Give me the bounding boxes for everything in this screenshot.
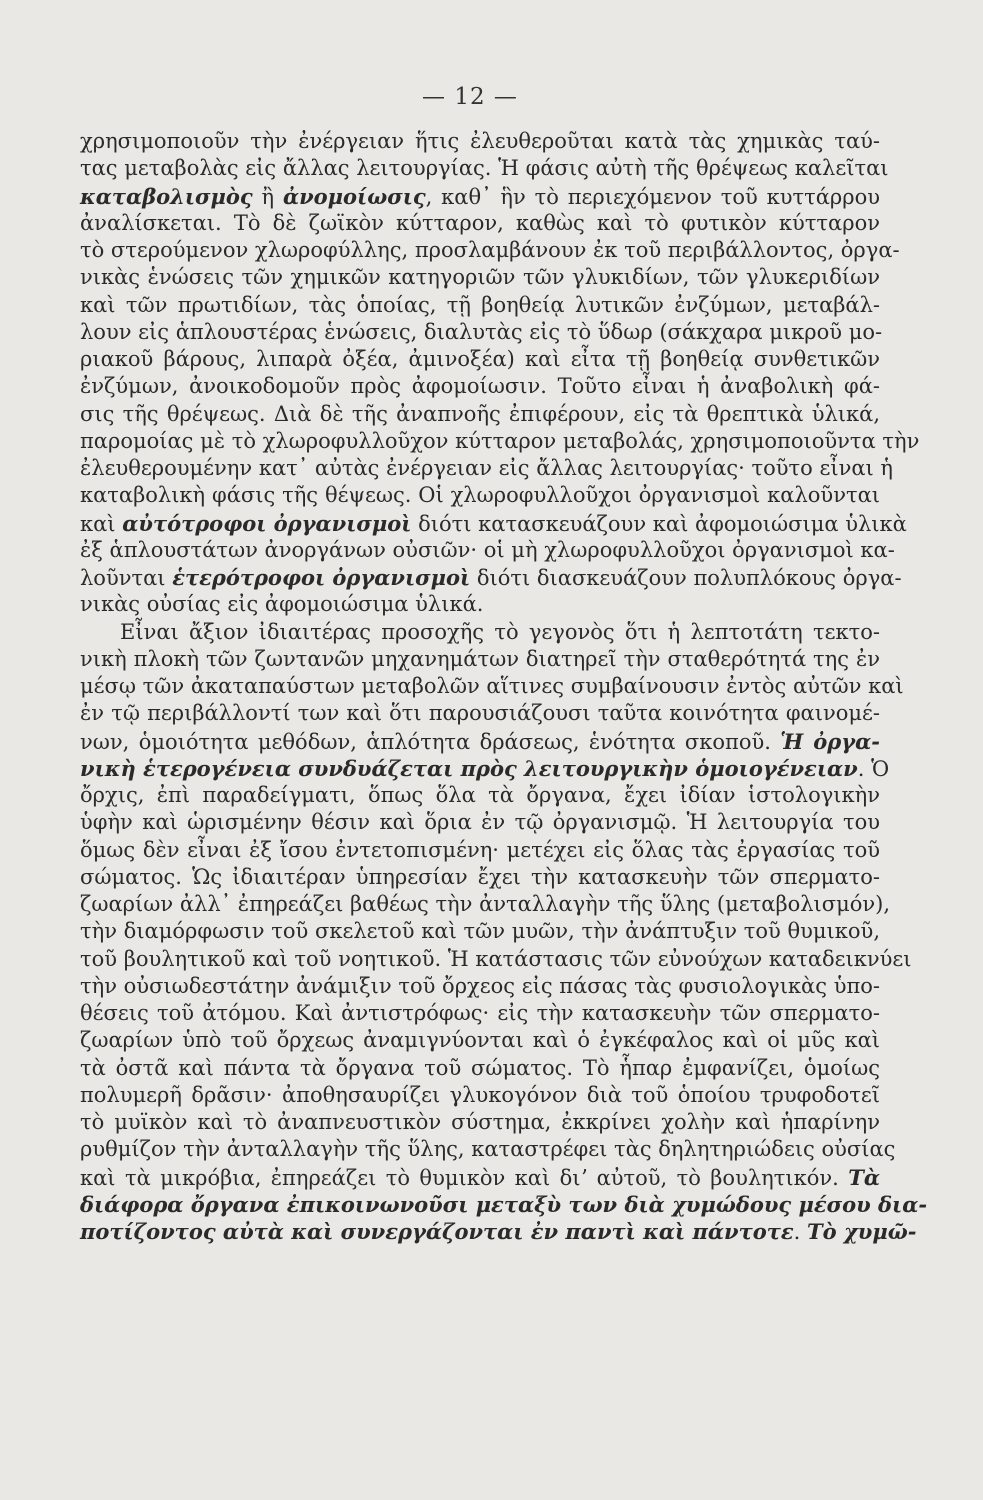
text-line — [80, 1082, 880, 1109]
text-segment: ριακοῦ βάρους, λιπαρὰ ὀξέα, ἀμινοξέα) καὶ εἶτα τῇ βοηθείᾳ συνθετικῶν — [80, 347, 880, 371]
emphasized-text: διάφορα ὄργανα ἐπικοινωνοῦσι μεταξὺ των διὰ χυμώδους μέσου δια- — [80, 1191, 928, 1217]
text-segment: ὄρχις, ἐπὶ παραδείγματι, ὅπως ὅλα τὰ ὄργανα, ἔχει ἰδίαν ἱστολογικὴν — [80, 783, 880, 807]
text-segment: λοῦνται — [80, 566, 173, 590]
text-line — [80, 1055, 880, 1082]
text-line — [80, 809, 880, 836]
text-line — [80, 455, 894, 482]
text-segment: ὅμως δὲν εἶναι ἐξ ἴσου ἐντετοπισμένη· μετέχει εἰς ὅλας τὰς ἐργασίας τοῦ — [80, 837, 880, 862]
text-segment: ἐν τῷ περιβάλλοντί των καὶ ὅτι παρουσιάζουσι ταῦτα κοινότητα φαινομέ- — [80, 701, 880, 726]
text-line — [80, 210, 880, 237]
text-line — [80, 918, 880, 945]
page-number: — 12 — — [422, 84, 518, 110]
text-line — [80, 1218, 917, 1245]
body-text — [80, 128, 928, 1245]
text-segment: ἀναλίσκεται. Τὸ δὲ ζωϊκὸν κύτταρον, καθὼς καὶ τὸ φυτικὸν κύτταρον — [80, 210, 880, 235]
text-line — [80, 591, 880, 618]
text-line — [80, 973, 880, 1000]
emphasized-text: ἀνομοίωσις — [282, 183, 426, 209]
text-line — [80, 564, 902, 591]
text-segment: ἐλευθερουμένην κατ᾽ αὐτὰς ἐνέργειαν εἰς ἄλλας λειτουργίας· τοῦτο εἶναι ἡ — [80, 456, 894, 480]
text-segment: ἐνζύμων, ἀνοικοδομοῦν πρὸς ἀφομοίωσιν. Τοῦτο εἶναι ἡ ἀναβολικὴ φά- — [80, 374, 880, 399]
text-line — [80, 237, 900, 264]
text-segment: νικὴ πλοκὴ τῶν ζωντανῶν μηχανημάτων διατηρεῖ τὴν σταθερότητά της ἐν — [80, 646, 880, 671]
text-line — [80, 619, 880, 646]
text-line — [80, 537, 895, 564]
text-line — [80, 319, 883, 346]
text-line — [80, 1191, 928, 1218]
text-segment: παρομοίας μὲ τὸ χλωροφυλλοῦχον κύτταρον μεταβολάς, χρησιμοποιοῦντα τὴν — [80, 428, 920, 453]
emphasized-text: Τὰ — [848, 1164, 880, 1190]
text-line — [80, 346, 880, 373]
text-line — [80, 482, 880, 509]
text-segment: τοῦ βουλητικοῦ καὶ τοῦ νοητικοῦ. Ἡ κατάστασις τῶν εὐνούχων καταδεικνύει — [80, 946, 912, 971]
text-line — [80, 891, 891, 918]
emphasized-text: νικὴ ἑτερογένεια συνδυάζεται πρὸς λειτουργικὴν ὁμοιογένειαν — [80, 755, 858, 781]
paragraph — [80, 619, 928, 1246]
text-segment: ἢ — [252, 184, 283, 209]
text-segment: τὰ ὀστᾶ καὶ πάντα τὰ ὄργανα τοῦ σώματος. Τὸ ἧπαρ ἐμφανίζει, ὁμοίως — [80, 1055, 880, 1080]
text-segment: καὶ τὰ μικρόβια, ἐπηρεάζει τὸ θυμικὸν καὶ διʼ αὐτοῦ, τὸ βουλητικόν. — [80, 1165, 849, 1190]
text-segment: νων, ὁμοιότητα μεθόδων, ἁπλότητα δράσεως, ἑνότητα σκοποῦ. — [80, 729, 781, 754]
text-line — [80, 646, 880, 673]
text-segment: . Ὁ — [857, 756, 890, 781]
text-line — [80, 700, 880, 727]
text-line — [80, 673, 904, 700]
emphasized-text: Ἡ ὀργα- — [780, 728, 880, 754]
text-line — [80, 1109, 880, 1136]
text-segment: ρυθμίζον τὴν ἀνταλλαγὴν τῆς ὕλης, καταστρέφει τὰς δηλητηριώδεις οὐσίας — [80, 1137, 896, 1162]
text-segment: καταβολικὴ φάσις τῆς θέψεως. Οἱ χλωροφυλλοῦχοι ὀργανισμοὶ καλοῦνται — [80, 483, 880, 508]
text-line — [80, 728, 880, 755]
text-segment: σώματος. Ὡς ἰδιαιτέραν ὑπηρεσίαν ἔχει τὴν κατασκευὴν τῶν σπερματο- — [80, 864, 880, 889]
text-segment: τας μεταβολὰς εἰς ἄλλας λειτουργίας. Ἡ φάσις αὐτὴ τῆς θρέψεως καλεῖται — [80, 156, 889, 181]
text-segment: σις τῆς θρέψεως. Διὰ δὲ τῆς ἀναπνοῆς ἐπιφέρουν, εἰς τὰ θρεπτικὰ ὑλικά, — [80, 401, 880, 426]
text-segment: ἐξ ἁπλουστάτων ἀνοργάνων οὐσιῶν· οἱ μὴ χλωροφυλλοῦχοι ὀργανισμοὶ κα- — [80, 537, 895, 562]
text-line — [80, 837, 880, 864]
text-line — [80, 782, 880, 809]
text-segment: Εἶναι ἄξιον ἰδιαιτέρας προσοχῆς τὸ γεγονὸς ὅτι ἡ λεπτοτάτη τεκτο- — [120, 619, 880, 644]
text-segment: λουν εἰς ἁπλουστέρας ἑνώσεις, διαλυτὰς εἰς τὸ ὕδωρ (σάκχαρα μικροῦ μο- — [80, 319, 883, 344]
text-segment: πολυμερῆ δρᾶσιν· ἀποθησαυρίζει γλυκογόνον διὰ τοῦ ὁποίου τρυφοδοτεῖ — [80, 1082, 880, 1107]
text-line — [80, 510, 907, 537]
text-line — [80, 264, 880, 291]
emphasized-text: αὐτότροφοι ὀργανισμοὶ — [122, 510, 412, 536]
text-line — [80, 128, 880, 155]
text-segment: καὶ τῶν πρωτιδίων, τὰς ὁποίας, τῇ βοηθείᾳ λυτικῶν ἐνζύμων, μεταβάλ- — [80, 292, 880, 317]
text-segment: νικὰς οὐσίας εἰς ἀφομοιώσιμα ὑλικά. — [80, 592, 484, 617]
text-line — [80, 401, 880, 428]
paragraph — [80, 128, 920, 619]
text-segment: διότι κατασκευάζουν καὶ ἀφομοιώσιμα ὑλικὰ — [411, 511, 907, 536]
text-segment: νικὰς ἑνώσεις τῶν χημικῶν κατηγοριῶν τῶν γλυκιδίων, τῶν γλυκεριδίων — [80, 265, 880, 290]
text-segment: ὑφὴν καὶ ὡρισμένην θέσιν καὶ ὅρια ἐν τῷ ὀργανισμῷ. Ἡ λειτουργία του — [80, 810, 880, 835]
text-line — [80, 373, 880, 400]
text-line — [80, 183, 880, 210]
text-line — [80, 1136, 896, 1163]
text-segment: τὸ μυϊκὸν καὶ τὸ ἀναπνευστικὸν σύστημα, ἐκκρίνει χολὴν καὶ ἡπαρίνην — [80, 1110, 880, 1134]
emphasized-text: ποτίζοντος αὐτὰ καὶ συνεργάζονται ἐν παντὶ καὶ πάντοτε — [80, 1219, 794, 1244]
text-segment: ζωαρίων ὑπὸ τοῦ ὄρχεως ἀναμιγνύονται καὶ ὁ ἐγκέφαλος καὶ οἱ μῦς καὶ — [80, 1028, 880, 1053]
emphasized-text: καταβολισμὸς — [80, 183, 253, 209]
text-line — [80, 946, 912, 973]
text-line — [80, 1027, 880, 1054]
text-segment: τὴν οὐσιωδεστάτην ἀνάμιξιν τοῦ ὄρχεος εἰς πάσας τὰς φυσιολογικὰς ὑπο- — [80, 973, 880, 998]
emphasized-text: Τὸ χυμῶ- — [807, 1219, 917, 1244]
text-line — [80, 864, 880, 891]
text-line — [80, 1000, 880, 1027]
text-line — [80, 155, 889, 182]
text-line — [80, 755, 890, 782]
text-segment: . — [793, 1220, 808, 1244]
text-segment: καὶ — [80, 511, 123, 536]
text-segment: χρησιμοποιοῦν τὴν ἐνέργειαν ἥτις ἐλευθεροῦται κατὰ τὰς χημικὰς ταύ- — [80, 129, 880, 153]
text-line — [80, 1164, 880, 1191]
text-segment: ζωαρίων ἀλλ᾽ ἐπηρεάζει βαθέως τὴν ἀνταλλαγὴν τῆς ὕλης (μεταβολισμόν), — [80, 892, 891, 916]
emphasized-text: ἑτερότροφοι ὀργανισμοὶ — [172, 565, 471, 590]
text-line — [80, 292, 880, 319]
text-segment: τὴν διαμόρφωσιν τοῦ σκελετοῦ καὶ τῶν μυῶν, τὴν ἀνάπτυξιν τοῦ θυμικοῦ, — [80, 919, 880, 944]
text-segment: θέσεις τοῦ ἀτόμου. Καὶ ἀντιστρόφως· εἰς τὴν κατασκευὴν τῶν σπερματο- — [80, 1001, 880, 1025]
text-segment: μέσῳ τῶν ἀκαταπαύστων μεταβολῶν αἵτινες συμβαίνουσιν ἐντὸς αὐτῶν καὶ — [80, 674, 904, 698]
text-segment: διότι διασκευάζουν πολυπλόκους ὀργα- — [470, 566, 902, 590]
text-line — [80, 428, 920, 455]
text-segment: , καθ᾽ ἣν τὸ περιεχόμενον τοῦ κυττάρρου — [425, 184, 881, 209]
text-segment: τὸ στερούμενον χλωροφύλλης, προσλαμβάνουν ἐκ τοῦ περιβάλλοντος, ὀργα- — [80, 238, 900, 262]
